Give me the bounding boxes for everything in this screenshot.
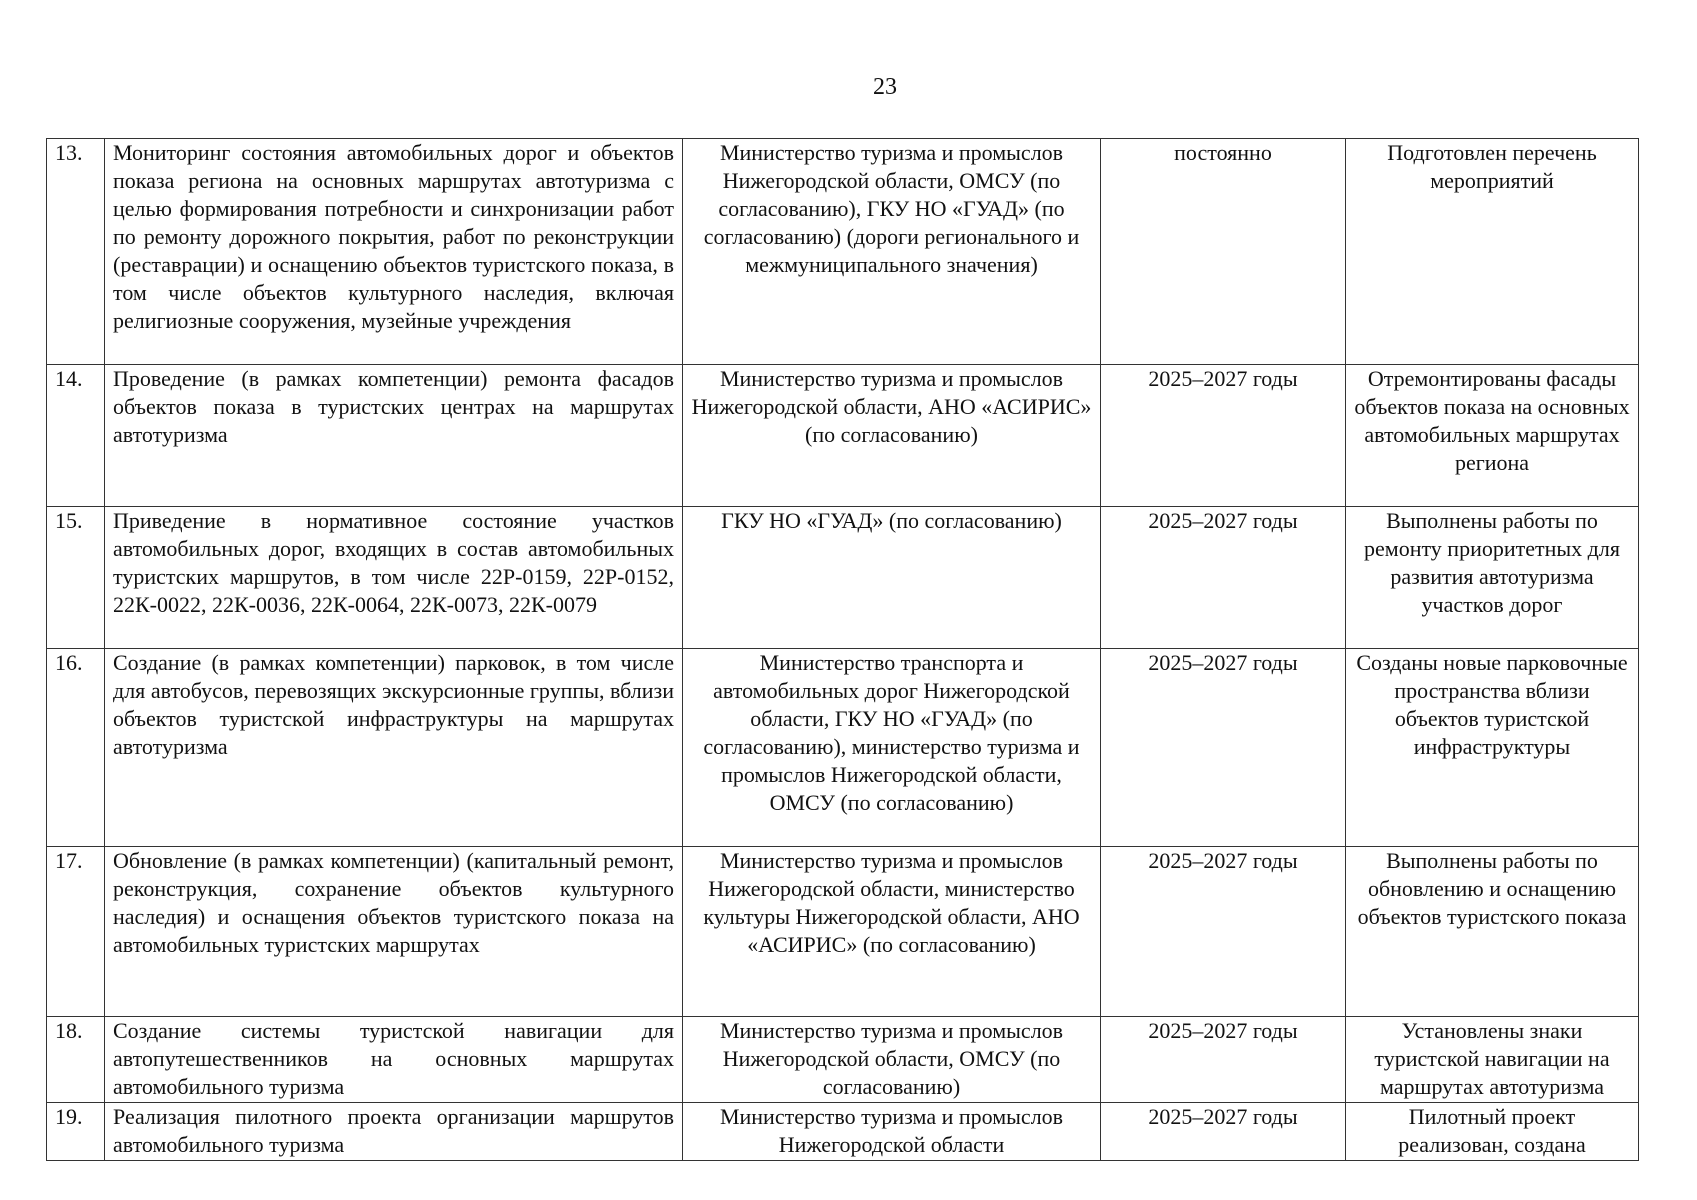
measure-description: Проведение (в рамках компетенции) ремонта фасадов объектов показа в туристских центрах на маршрутах автотуризма bbox=[105, 365, 683, 507]
measure-description: Создание системы туристской навигации для автопутешественников на основных маршрутах автомобильного туризма bbox=[105, 1017, 683, 1103]
table-row bbox=[47, 507, 1639, 649]
measure-description: Обновление (в рамках компетенции) (капитальный ремонт, реконструкция, сохранение объектов культурного наследия) и оснащения объектов туристского показа на автомобильных туристских маршрутах bbox=[105, 847, 683, 1017]
row-number: 15. bbox=[47, 507, 105, 649]
table-row bbox=[47, 139, 1639, 365]
row-number: 14. bbox=[47, 365, 105, 507]
responsible-executor: Министерство туризма и промыслов Нижегородской области, АНО «АСИРИС» (по согласованию) bbox=[683, 365, 1101, 507]
implementation-term: 2025–2027 годы bbox=[1101, 847, 1346, 1017]
implementation-term: 2025–2027 годы bbox=[1101, 1017, 1346, 1103]
expected-result: Созданы новые парковочные пространства вблизи объектов туристской инфраструктуры bbox=[1346, 649, 1639, 847]
implementation-term: 2025–2027 годы bbox=[1101, 507, 1346, 649]
responsible-executor: Министерство туризма и промыслов Нижегородской области, ОМСУ (по согласованию) bbox=[683, 1017, 1101, 1103]
page-number: 23 bbox=[873, 74, 897, 100]
table-row bbox=[47, 1103, 1639, 1161]
row-number: 17. bbox=[47, 847, 105, 1017]
responsible-executor: ГКУ НО «ГУАД» (по согласованию) bbox=[683, 507, 1101, 649]
measure-description: Мониторинг состояния автомобильных дорог и объектов показа региона на основных маршрутах автотуризма с целью формирования потребности и синхронизации работ по ремонту дорожного покрытия, работ по реконструкции (реставрации) и оснащению объектов туристского показа, в том числе объектов культурного наследия, включая религиозные сооружения, музейные учреждения bbox=[105, 139, 683, 365]
table-row bbox=[47, 1017, 1639, 1103]
row-number: 18. bbox=[47, 1017, 105, 1103]
implementation-term: 2025–2027 годы bbox=[1101, 649, 1346, 847]
expected-result: Выполнены работы по обновлению и оснащению объектов туристского показа bbox=[1346, 847, 1639, 1017]
expected-result: Отремонтированы фасады объектов показа на основных автомобильных маршрутах региона bbox=[1346, 365, 1639, 507]
responsible-executor: Министерство туризма и промыслов Нижегородской области, министерство культуры Нижегородской области, АНО «АСИРИС» (по согласованию) bbox=[683, 847, 1101, 1017]
expected-result: Подготовлен перечень мероприятий bbox=[1346, 139, 1639, 365]
expected-result: Выполнены работы по ремонту приоритетных для развития автотуризма участков дорог bbox=[1346, 507, 1639, 649]
measures-table bbox=[46, 138, 1639, 1161]
table-row bbox=[47, 649, 1639, 847]
implementation-term: 2025–2027 годы bbox=[1101, 365, 1346, 507]
implementation-term: постоянно bbox=[1101, 139, 1346, 365]
table-row bbox=[47, 847, 1639, 1017]
measure-description: Приведение в нормативное состояние участков автомобильных дорог, входящих в состав автомобильных туристских маршрутов, в том числе 22Р-0159, 22Р-0152, 22К-0022, 22К-0036, 22К-0064, 22К-0073, 22К-0079 bbox=[105, 507, 683, 649]
responsible-executor: Министерство туризма и промыслов Нижегородской области, ОМСУ (по согласованию), ГКУ НО «ГУАД» (по согласованию) (дороги регионального и межмуниципального значения) bbox=[683, 139, 1101, 365]
table-row bbox=[47, 365, 1639, 507]
measure-description: Реализация пилотного проекта организации маршрутов автомобильного туризма bbox=[105, 1103, 683, 1161]
expected-result: Пилотный проект реализован, создана bbox=[1346, 1103, 1639, 1161]
responsible-executor: Министерство туризма и промыслов Нижегородской области bbox=[683, 1103, 1101, 1161]
row-number: 13. bbox=[47, 139, 105, 365]
implementation-term: 2025–2027 годы bbox=[1101, 1103, 1346, 1161]
expected-result: Установлены знаки туристской навигации на маршрутах автотуризма bbox=[1346, 1017, 1639, 1103]
row-number: 16. bbox=[47, 649, 105, 847]
measure-description: Создание (в рамках компетенции) парковок, в том числе для автобусов, перевозящих экскурсионные группы, вблизи объектов туристской инфраструктуры на маршрутах автотуризма bbox=[105, 649, 683, 847]
row-number: 19. bbox=[47, 1103, 105, 1161]
responsible-executor: Министерство транспорта и автомобильных дорог Нижегородской области, ГКУ НО «ГУАД» (по согласованию), министерство туризма и промыслов Нижегородской области, ОМСУ (по согласованию) bbox=[683, 649, 1101, 847]
